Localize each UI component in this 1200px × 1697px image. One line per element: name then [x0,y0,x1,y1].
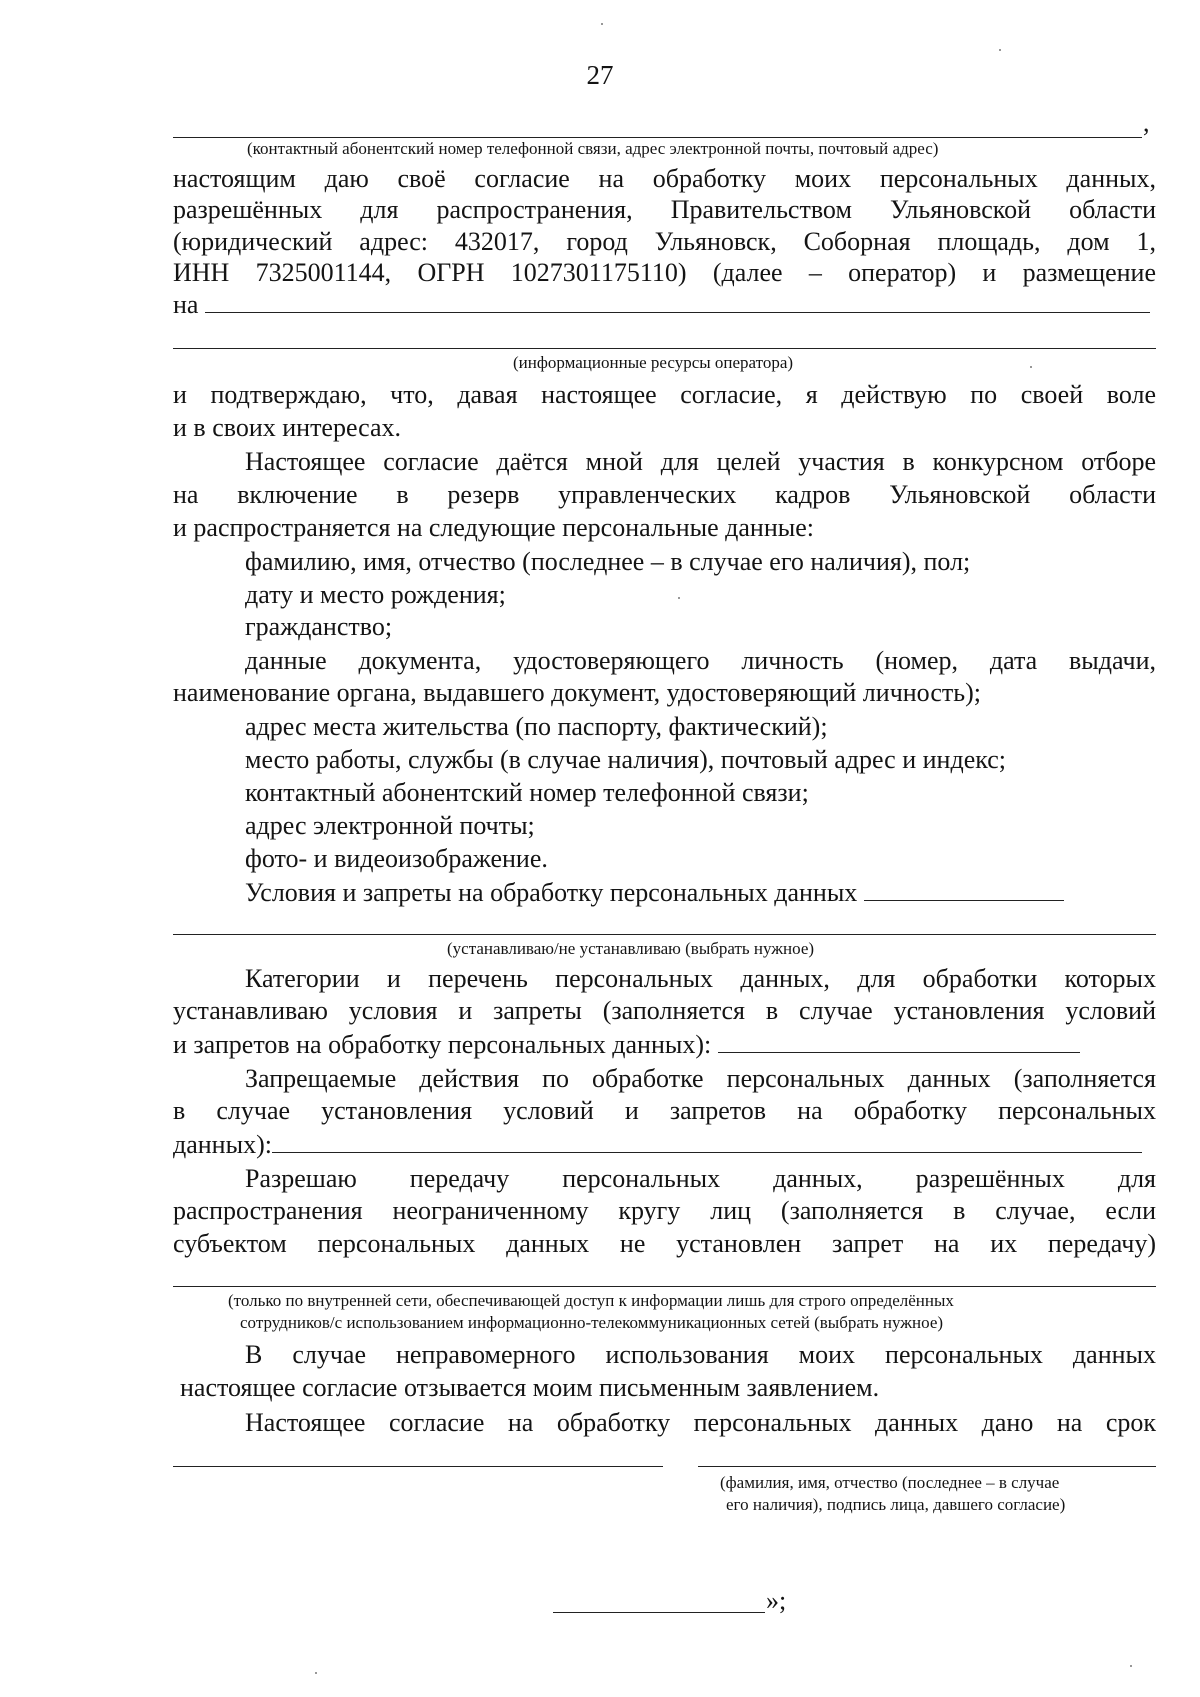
consent-line-7: и в своих интересах. [173,413,402,442]
categories-line-2: устанавливаю условия и запреты (заполняется в случае установления условий [173,996,1156,1025]
consent-line-6: и подтверждаю, что, давая настоящее согласие, я действую по своей воле [173,380,1156,409]
resources-field[interactable] [173,348,1156,349]
consent-line-3: (юридический адрес: 432017, город Ульяновск, Соборная площадь, дом 1, [173,227,1156,256]
prohibited-line-1: Запрещаемые действия по обработке персональных данных (заполняется [245,1064,1156,1093]
categories-label: и запретов на обработку персональных данных): [173,1030,712,1059]
conditions-field[interactable] [864,876,1064,901]
categories-line-1: Категории и перечень персональных данных, для обработки которых [245,964,1156,993]
consent-line-2: разрешённых для распространения, Правительством Ульяновской области [173,195,1156,224]
scan-speck [315,1672,317,1674]
signature-field[interactable] [698,1466,1156,1467]
transfer-caption-1: (только по внутренней сети, обеспечивающей доступ к информации лишь для строго определённых [228,1291,954,1310]
prohibited-line-2: в случае установления условий и запретов на обработку персональных [173,1096,1156,1125]
transfer-caption-2: сотрудников/с использованием информационно-телекоммуникационных сетей (выбрать нужное) [240,1313,944,1332]
placement-field[interactable] [205,288,1150,313]
placement-line [173,288,1156,321]
categories-line-3 [173,1028,1156,1061]
purpose-line-2: на включение в резерв управленческих кадров Ульяновской области [173,480,1156,509]
data-item-2: дату и место рождения; [245,580,506,609]
prohibited-label: данных): [173,1130,272,1159]
date-line-suffix: »; [766,1586,787,1615]
data-item-1: фамилию, имя, отчество (последнее – в случае его наличия), пол; [245,547,971,576]
term-line: Настоящее согласие на обработку персональных данных дано на срок [245,1408,1156,1437]
conditions-label: Условия и запреты на обработку персональных данных [245,878,858,907]
scan-speck [601,23,603,25]
consent-line-1: настоящим даю своё согласие на обработку моих персональных данных, [173,164,1156,193]
data-item-9: фото- и видеоизображение. [245,844,548,873]
placement-prefix: на [173,290,199,319]
scan-speck [1030,366,1032,368]
purpose-line-1: Настоящее согласие даётся мной для целей участия в конкурсном отборе [245,447,1156,476]
conditions-caption: (устанавливаю/не устанавливаю (выбрать нужное) [447,939,815,958]
data-item-3: гражданство; [245,612,393,641]
transfer-line-1: Разрешаю передачу персональных данных, разрешённых для [245,1164,1156,1193]
consent-line-4: ИНН 7325001144, ОГРН 1027301175110) (далее – оператор) и размещение [173,258,1156,287]
purpose-line-3: и распространяется на следующие персональные данные: [173,513,814,542]
data-item-4b: наименование органа, выдавшего документ, удостоверяющий личность); [173,678,981,707]
trailing-comma: , [1143,108,1150,137]
data-item-7: контактный абонентский номер телефонной связи; [245,778,809,807]
transfer-field[interactable] [173,1286,1156,1287]
data-item-5: адрес места жительства (по паспорту, фактический); [245,712,828,741]
conditions-line [245,876,1156,909]
signature-caption-1: (фамилия, имя, отчество (последнее – в случае [720,1473,1060,1492]
transfer-line-3: субъектом персональных данных не установлен запрет на их передачу) [173,1229,1156,1258]
scan-speck [1130,1665,1132,1667]
data-item-8: адрес электронной почты; [245,811,535,840]
revocation-line-1: В случае неправомерного использования моих персональных данных [245,1340,1156,1369]
prohibited-line-3 [173,1128,1156,1161]
revocation-line-2: настоящее согласие отзывается моим письменным заявлением. [180,1373,880,1402]
categories-field[interactable] [718,1028,1080,1053]
prohibited-field[interactable] [272,1128,1142,1153]
conditions-field-continued[interactable] [173,934,1156,935]
transfer-line-2: распространения неограниченному кругу лиц (заполняется в случае, если [173,1196,1156,1225]
data-item-6: место работы, службы (в случае наличия), почтовый адрес и индекс; [245,745,1006,774]
term-field[interactable] [173,1466,663,1467]
resources-caption: (информационные ресурсы оператора) [513,353,794,372]
scan-speck [678,597,680,599]
data-item-4a: данные документа, удостоверяющего личность (номер, дата выдачи, [245,646,1156,675]
contact-caption: (контактный абонентский номер телефонной связи, адрес электронной почты, почтовый адрес) [247,139,939,158]
date-field[interactable] [553,1612,765,1613]
signature-caption-2: его наличия), подпись лица, давшего согласие) [726,1495,1066,1514]
page-number: 27 [586,60,614,90]
scan-speck [999,49,1001,51]
